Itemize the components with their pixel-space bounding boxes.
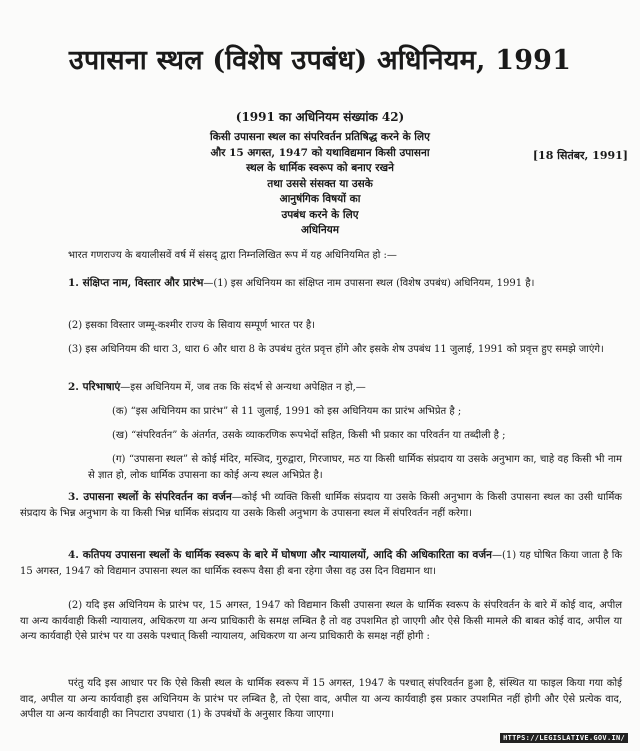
long-title-line: किसी उपासना स्थल का संपरिवर्तन प्रतिषिद्ध करने के लिए: [210, 131, 430, 143]
section-1-sub-2: (2) इसका विस्तार जम्मू-कश्मीर राज्य के सिवाय सम्पूर्ण भारत पर है।: [68, 320, 315, 331]
section-2-clause-ga: (ग) “उपासना स्थल” से कोई मंदिर, मस्जिद, गुरुद्वारा, गिरजाघर, मठ या किसी धार्मिक संप्रदाय या उसके अनुभाग का, चाहे वह किसी भी नाम से ज्ञात हो, लोक धार्मिक उपासना का कोई अन्य स्थल अभिप्रेत है।: [88, 454, 622, 481]
section-4: [20, 548, 622, 579]
section-4-sub-2: (2) यदि इस अधिनियम के प्रारंभ पर, 15 अगस्त, 1947 को विद्यमान किसी उपासना स्थल के धार्मिक स्वरूप के संपरिवर्तन के बारे में कोई वाद, अपील या अन्य कार्यवाही किसी न्यायालय, अधिकरण या अन्य प्राधिकारी के समक्ष लम्बित है तो वह उपशमित हो जाएगी और ऐसे किसी मामले की बाबत कोई वाद, अपील या अन्य कार्यवाही ऐसे प्रारंभ पर या उसके पश्चात् किसी न्यायालय, अधिकरण या अन्य प्राधिकारी के समक्ष नहीं होगी :: [20, 600, 622, 642]
long-title-line: अधिनियम: [300, 224, 340, 236]
section-2-clause-ka: (क) “इस अधिनियम का प्रारंभ” से 11 जुलाई, 1991 को इस अधिनियम का प्रारंभ अभिप्रेत है ;: [112, 406, 462, 417]
long-title-line: तथा उससे संसक्त या उसके: [267, 177, 373, 190]
section-2-clause-kha: (ख) “संपरिवर्तन” के अंतर्गत, उसके व्याकरणिक रूपभेदों सहित, किसी भी प्रकार का परिवर्तन या तब्दीली है ;: [112, 430, 506, 441]
section-text: —(1) इस अधिनियम का संक्षिप्त नाम उपासना स्थल (विशेष उपबंध) अधिनियम, 1991 है।: [203, 278, 535, 289]
section-2: [20, 380, 622, 396]
long-title-line: आनुषंगिक विषयों का: [279, 193, 361, 205]
act-title: उपासना स्थल (विशेष उपबंध) अधिनियम, 1991: [68, 45, 572, 76]
section-heading: 4. कतिपय उपासना स्थलों के धार्मिक स्वरूप के बारे में घोषणा और न्यायालयों, आदि की अधिकारिता का वर्जन: [68, 549, 493, 561]
act-date: [18 सितंबर, 1991]: [532, 149, 628, 162]
section-text: —इस अधिनियम में, जब तक कि संदर्भ से अन्यथा अपेक्षित न हो,—: [120, 382, 366, 393]
section-1-sub-3: (3) इस अधिनियम की धारा 3, धारा 6 और धारा 8 के उपबंध तुरंत प्रवृत्त होंगे और इसके शेष उपबंध 11 जुलाई, 1991 को प्रवृत्त हुए समझे जाएंगे।: [68, 344, 604, 355]
act-number: (1991 का अधिनियम संख्यांक 42): [235, 110, 405, 124]
long-title-line: स्थल के धार्मिक स्वरूप को बनाए रखने: [246, 162, 394, 174]
section-heading: 1. संक्षिप्त नाम, विस्तार और प्रारंभ: [68, 277, 204, 289]
section-text: —(1) यह घोषित किया जाता है कि 15 अगस्त, 1947 को विद्यमान उपासना स्थल का धार्मिक स्वरूप वैसा ही बना रहेगा जैसा वह उस दिन विद्यमान था।: [20, 550, 622, 577]
section-heading: 2. परिभाषाएं: [68, 381, 121, 393]
section-heading: 3. उपासना स्थलों के संपरिवर्तन का वर्जन: [68, 491, 232, 503]
long-title: [0, 130, 640, 239]
enacting-clause: भारत गणराज्य के बयालीसवें वर्ष में संसद् द्वारा निम्नलिखित रूप में यह अधिनियमित हो :—: [68, 250, 397, 261]
section-text: —कोई भी व्यक्ति किसी धार्मिक संप्रदाय या उसके किसी अनुभाग के किसी उपासना स्थल का उसी धार्मिक संप्रदाय के भिन्न अनुभाग के या किसी भिन्न धार्मिक संप्रदाय या उसके किसी अनुभाग के उपासना स्थल में संपरिवर्तन नहीं करेगा।: [20, 492, 622, 519]
section-1: [20, 276, 622, 292]
long-title-line: उपबंध करने के लिए: [281, 208, 359, 221]
section-4-proviso: परंतु यदि इस आधार पर कि ऐसे किसी स्थल के धार्मिक स्वरूप में 15 अगस्त, 1947 के पश्चात् संपरिवर्तन हुआ है, संस्थित या फाइल किया गया कोई वाद, अपील या अन्य कार्यवाही इस अधिनियम के प्रारंभ पर लम्बित है, तो ऐसा वाद, अपील या अन्य कार्यवाही इस प्रकार उपशमित नहीं होगी और ऐसे प्रत्येक वाद, अपील या अन्य कार्यवाही का निपटारा उपधारा (1) के उपबंधों के अनुसार किया जाएगा।: [20, 678, 622, 720]
long-title-line: और 15 अगस्त, 1947 को यथाविद्यमान किसी उपासना: [210, 146, 430, 159]
section-3: [20, 490, 622, 521]
source-watermark: HTTPS://LEGISLATIVE.GOV.IN/: [500, 733, 628, 743]
